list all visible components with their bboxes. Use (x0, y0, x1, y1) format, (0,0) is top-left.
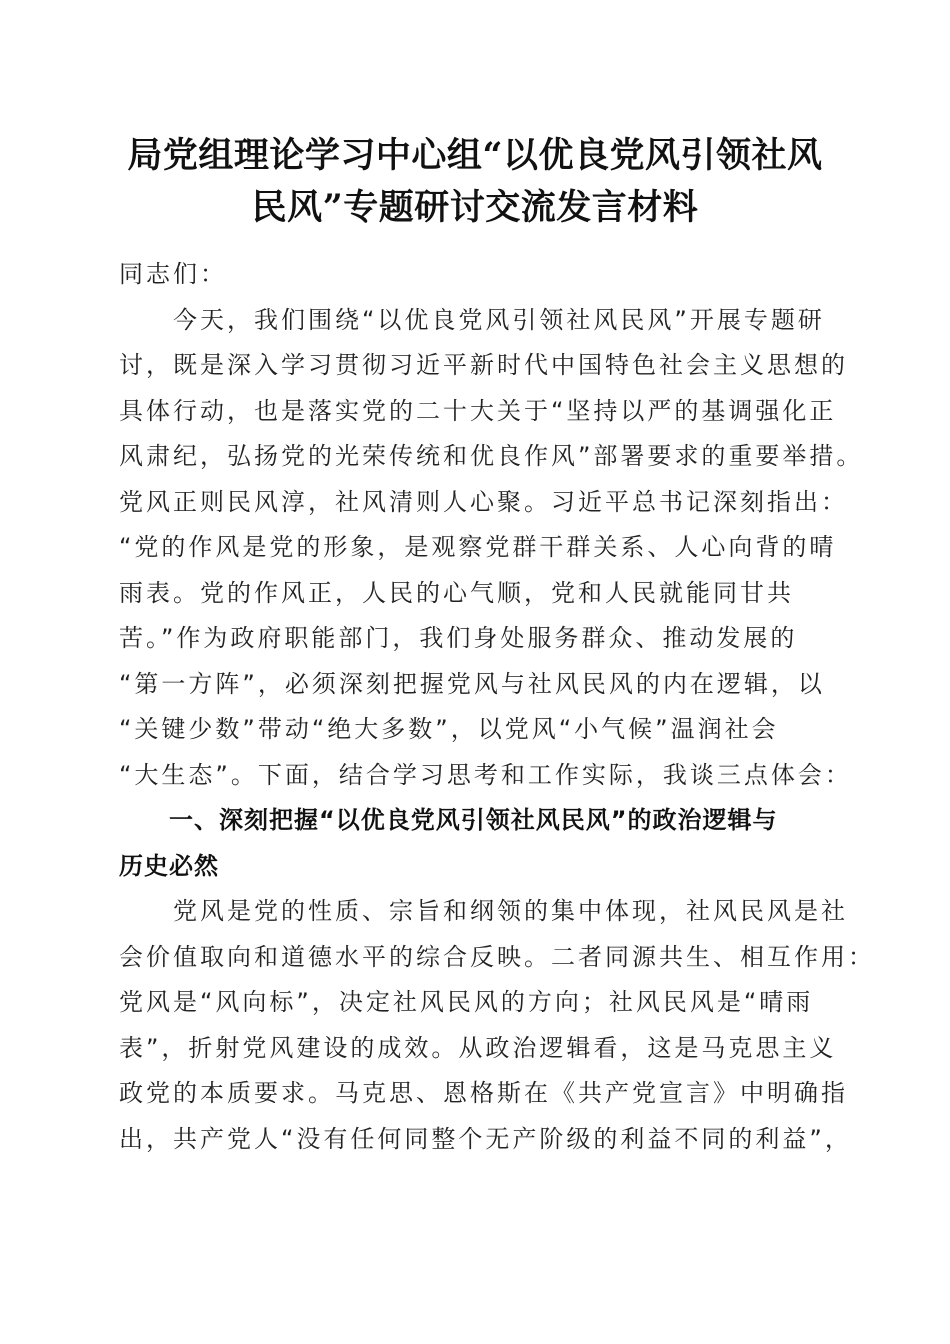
paragraph-line: 会价值取向和道德水平的综合反映。二者同源共生、相互作用： (119, 942, 875, 971)
salutation (119, 252, 839, 298)
paragraph-line: 具体行动，也是落实党的二十大关于“坚持以严的基调强化正 (119, 396, 837, 425)
paragraph-line: 表”，折射党风建设的成效。从政治逻辑看，这是马克思主义 (119, 1033, 837, 1062)
section-1-heading (119, 798, 839, 889)
paragraph-line: “党的作风是党的形象，是观察党群干群关系、人心向背的晴 (119, 533, 837, 561)
document-title (100, 130, 850, 234)
paragraph-line: 讨，既是深入学习贯彻习近平新时代中国特色社会主义思想的 (119, 351, 848, 379)
paragraph-line: 政党的本质要求。马克思、恩格斯在《共产党宣言》中明确指 (119, 1079, 848, 1107)
section-1-paragraph (119, 889, 875, 1162)
paragraph-line: 党风是党的性质、宗旨和纲领的集中体现，社风民风是社 (119, 897, 848, 925)
paragraph-line: 苦。”作为政府职能部门，我们身处服务群众、推动发展的 (119, 624, 798, 652)
heading-line: 历史必然 (119, 851, 219, 880)
intro-paragraph (119, 298, 864, 799)
salutation-text: 同志们： (119, 260, 227, 288)
paragraph-line: 党风正则民风淳，社风清则人心聚。习近平总书记深刻指出： (119, 487, 848, 516)
paragraph-line: 风肃纪，弘扬党的光荣传统和优良作风”部署要求的重要举措。 (119, 442, 864, 470)
paragraph-line: 今天，我们围绕“以优良党风引领社风民风”开展专题研 (119, 305, 825, 334)
paragraph-line: “第一方阵”，必须深刻把握党风与社风民风的内在逻辑，以 (119, 669, 825, 698)
heading-line: 一、深刻把握“以优良党风引领社风民风”的政治逻辑与 (119, 806, 778, 834)
paragraph-line: 出，共产党人“没有任何同整个无产阶级的利益不同的利益”， (119, 1124, 852, 1153)
title-line-1: 局党组理论学习中心组“以优良党风引领社风 (127, 135, 823, 176)
title-line-2: 民风”专题研讨交流发言材料 (251, 187, 699, 228)
paragraph-line: “关键少数”带动“绝大多数”，以党风“小气候”温润社会 (119, 715, 779, 743)
document-body (119, 252, 875, 1162)
paragraph-line: 党风是“风向标”，决定社风民风的方向；社风民风是“晴雨 (119, 988, 814, 1016)
paragraph-line: “大生态”。下面，结合学习思考和工作实际，我谈三点体会： (119, 760, 852, 789)
paragraph-line: 雨表。党的作风正，人民的心气顺，党和人民就能同甘共 (119, 578, 794, 607)
